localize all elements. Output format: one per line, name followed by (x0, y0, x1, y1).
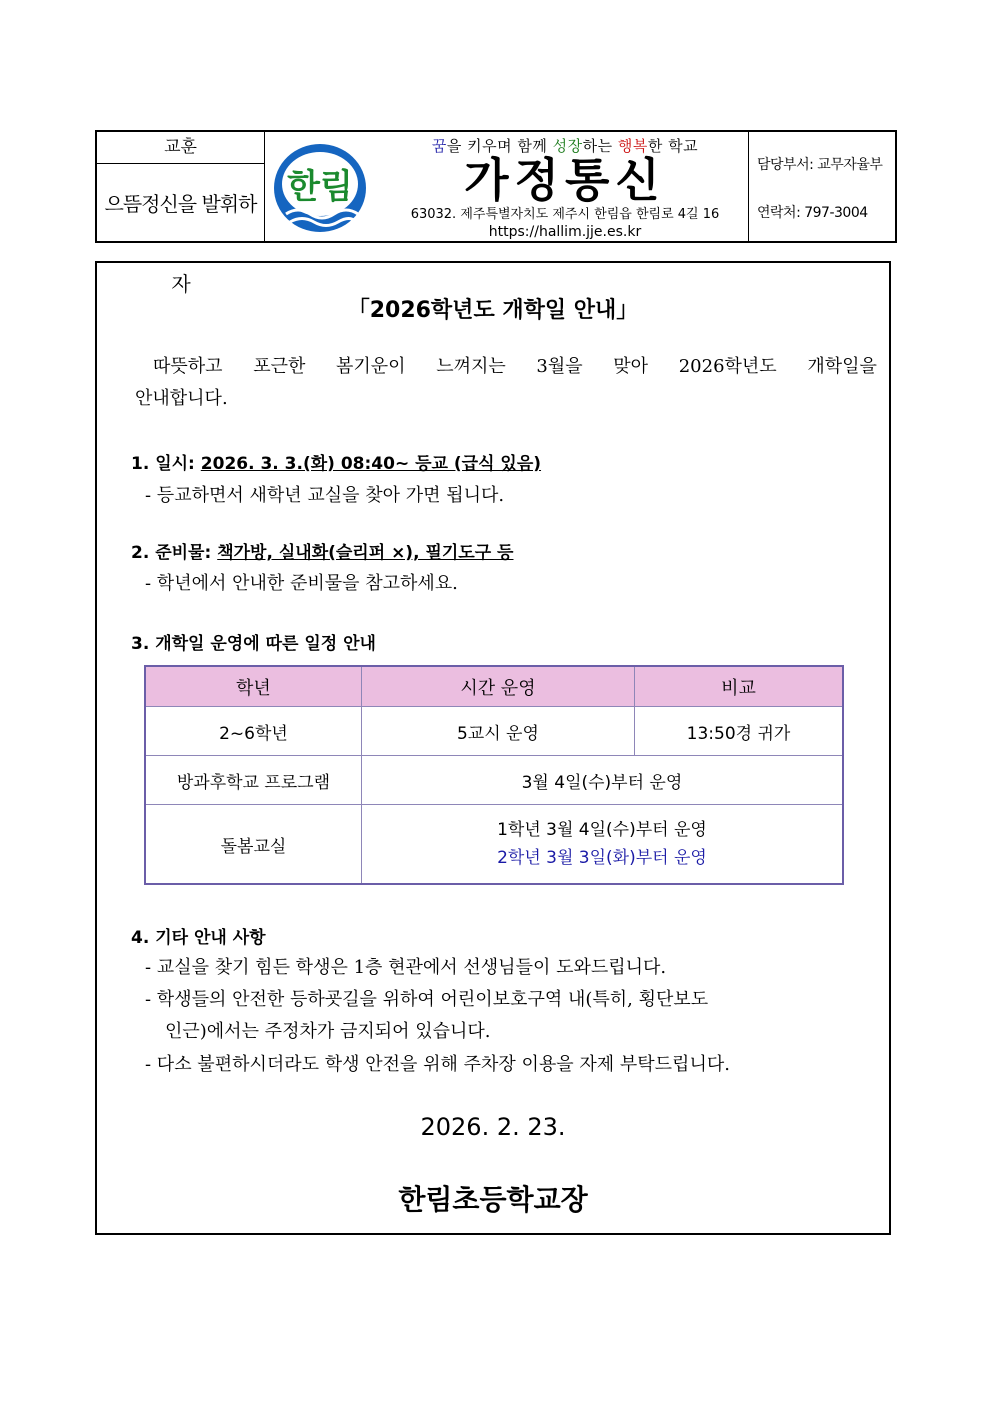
care-line-1: 1학년 3월 4일(수)부터 운영 (497, 820, 707, 840)
other-item (145, 985, 867, 1011)
intro-paragraph (135, 351, 877, 415)
table-row (145, 707, 843, 756)
contact-cell (748, 132, 895, 241)
intro-word: 맞아 (613, 356, 649, 377)
slogan-part: 을 키우며 함께 (446, 137, 553, 155)
motto-cell (97, 132, 265, 296)
table-header-row (145, 666, 843, 707)
motto-text: 으뜸정신을 발휘하자 (104, 192, 257, 296)
header-cell: 비교 (635, 666, 843, 707)
table-row (145, 805, 843, 885)
section-supplies (131, 538, 513, 563)
motto-label: 교훈 (97, 132, 264, 164)
section-value: 2026. 3. 3.(화) 08:40~ 등교 (급식 있음) (200, 454, 542, 474)
newsletter-title: 가정통신 (464, 153, 666, 207)
header-cell: 시간 운영 (361, 666, 634, 707)
intro-word: 2026학년도 (678, 356, 777, 377)
section-date-detail: - 등교하면서 새학년 교실을 찾아 가면 됩니다. (145, 485, 505, 506)
table-row (145, 756, 843, 805)
table-cell: 돌봄교실 (145, 805, 361, 885)
intro-word: 봄기운이 (336, 356, 406, 377)
intro-line-1 (135, 351, 877, 383)
principal-signature: 한림초등학교장 (398, 1183, 588, 1216)
section-date (131, 449, 541, 474)
section-other: 4. 기타 안내 사항 (131, 928, 266, 948)
intro-word: 느껴지는 (436, 356, 506, 377)
table-cell: 5교시 운영 (361, 707, 634, 756)
table-cell: 13:50경 귀가 (635, 707, 843, 756)
table-cell: 2~6학년 (145, 707, 361, 756)
slogan-part: 행복 (617, 137, 648, 155)
other-item: - 교실을 찾기 힘든 학생은 1층 현관에서 선생님들이 도와드립니다. (145, 957, 667, 978)
slogan-part: 한 학교 (647, 137, 699, 155)
logo-text: 한림 (287, 167, 353, 207)
newsletter-header (95, 130, 897, 296)
contact-number: 연락처: 797-3004 (757, 205, 868, 221)
section-label: 1. 일시: (131, 454, 201, 474)
slogan-part: 하는 (582, 137, 618, 155)
other-item-text: - 학생들의 안전한 등하굣길을 위하여 어린이보호구역 내(특히, 횡단보도 (145, 989, 709, 1010)
notice-body (95, 261, 891, 1235)
care-line-2: 2학년 3월 3일(화)부터 운영 (497, 848, 707, 868)
school-address: 63032. 제주특별자치도 제주시 한림읍 한림로 4길 16 (410, 207, 720, 222)
slogan-part: 성장 (552, 137, 583, 155)
intro-word: 3월을 (536, 356, 583, 377)
section-label: 2. 준비물: (131, 543, 218, 563)
section-schedule: 3. 개학일 운영에 따른 일정 안내 (131, 634, 376, 654)
intro-line-2: 안내합니다. (135, 388, 228, 409)
other-item: - 다소 불편하시더라도 학생 안전을 위해 주차장 이용을 자제 부탁드립니다. (145, 1054, 730, 1075)
intro-word: 개학일을 (807, 356, 877, 377)
notice-date: 2026. 2. 23. (420, 1113, 566, 1141)
notice-title: 「2026학년도 개학일 안내」 (347, 298, 639, 323)
title-cell (377, 132, 753, 241)
section-value: 책가방, 실내화(슬리퍼 ×), 필기도구 등 (217, 543, 514, 563)
schedule-table (144, 665, 844, 885)
intro-word: 포근한 (253, 356, 306, 377)
department: 담당부서: 교무자율부 (757, 157, 883, 173)
intro-word: 따뜻하고 (153, 356, 223, 377)
table-cell: 3월 4일(수)부터 운영 (361, 756, 843, 805)
school-url[interactable]: https://hallim.jje.es.kr (488, 224, 642, 240)
other-item-cont: 인근)에서는 주정차가 금지되어 있습니다. (165, 1021, 491, 1042)
slogan-part: 꿈 (431, 137, 447, 155)
section-supplies-detail: - 학년에서 안내한 준비물을 참고하세요. (145, 573, 458, 594)
school-logo-icon (272, 140, 368, 236)
table-cell: 방과후학교 프로그램 (145, 756, 361, 805)
header-cell: 학년 (145, 666, 361, 707)
table-cell (361, 805, 843, 885)
